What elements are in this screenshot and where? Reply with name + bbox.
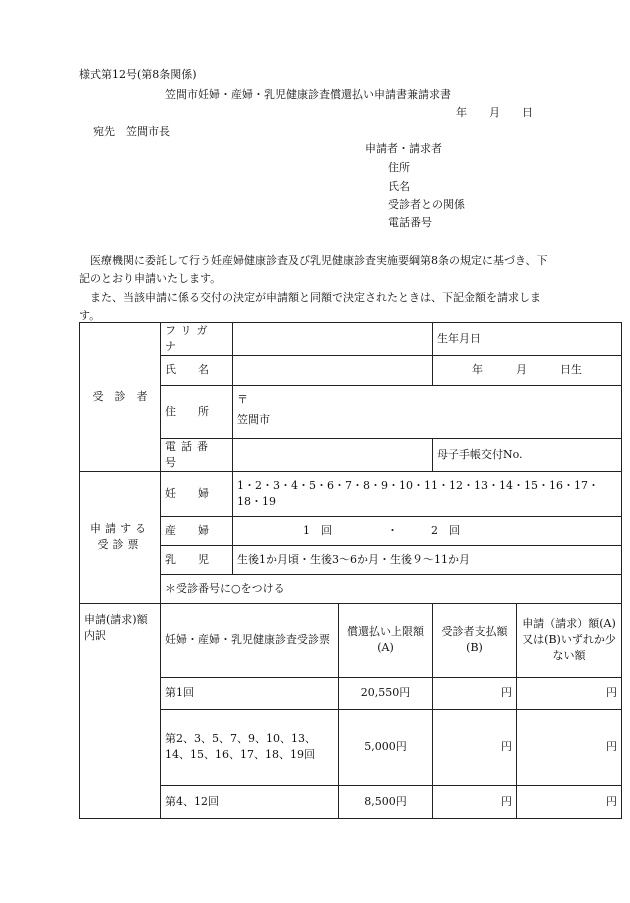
pregnant-label: 妊 婦 [161,471,233,516]
applicant-phone-label: 電話番号 [388,216,432,229]
addressee: 宛先 笠間市長 [93,125,170,138]
breakdown-row-limit: 8,500円 [339,785,433,818]
paragraph-request: 医療機関に委託して行う妊産婦健康診査及び乳児健康診査実施要綱第8条の規定に基づき、下記のとおり申請いたします。 [79,254,548,285]
breakdown-header-limit: 償還払い上限額(A) [339,603,433,677]
breakdown-section-label: 申請(請求)額内訳 [80,603,161,818]
applicant-name-label: 氏名 [388,180,410,193]
infant-label: 乳 児 [161,545,233,574]
postal-mark: 〒 [237,392,248,406]
tickets-note: ＊受診番号に○をつける [161,574,622,603]
phone-field[interactable] [233,438,433,471]
postpartum-label: 産 婦 [161,516,233,545]
page-title: 笠間市妊婦・産婦・乳児健康診査償還払い申請書兼請求書 [165,88,451,101]
breakdown-row-paid[interactable]: 円 [433,709,517,785]
breakdown-row-claim[interactable]: 円 [517,785,622,818]
phone-label-text: 電話番号 [165,439,213,469]
pregnant-tickets[interactable]: 1・2・3・4・5・6・7・8・9・10・11・12・13・14・15・16・17・18・19 [233,471,622,516]
birthdate-field[interactable]: 年 月 日生 [433,355,622,385]
phone-label [161,438,233,471]
breakdown-row-ticket: 第1回 [161,677,339,709]
tickets-section-label: 申請する受診票 [80,471,161,603]
breakdown-row-limit: 5,000円 [339,709,433,785]
handbook-number-label: 母子手帳交付No. [433,438,622,471]
breakdown-row-ticket: 第2、3、5、7、9、10、13、14、15、16、17、18、19回 [161,709,339,785]
applicant-heading: 申請者・請求者 [365,142,442,155]
breakdown-row-claim[interactable]: 円 [517,677,622,709]
breakdown-header-claim: 申請（請求）額(A)又は(B)いずれか少ない額 [517,603,622,677]
birthdate-label: 生年月日 [433,323,622,356]
address-value: 笠間市 [237,412,270,426]
breakdown-row-claim[interactable]: 円 [517,709,622,785]
form-number: 様式第12号(第8条関係) [79,68,197,81]
infant-tickets[interactable]: 生後1か月頃・生後3〜6か月・生後９〜11か月 [233,545,622,574]
applicant-relation-label: 受診者との関係 [388,198,465,211]
furigana-label-text: フリガナ [165,324,213,353]
breakdown-row-paid[interactable]: 円 [433,785,517,818]
examinee-section-label: 受 診 者 [80,323,161,472]
breakdown-row-paid[interactable]: 円 [433,677,517,709]
date-line: 年 月 日 [456,106,533,119]
address-label: 住 所 [161,385,233,438]
breakdown-header-paid: 受診者支払額(B) [433,603,517,677]
furigana-field[interactable] [233,323,433,356]
name-label: 氏 名 [161,355,233,385]
furigana-label [161,323,233,356]
breakdown-row-ticket: 第4、12回 [161,785,339,818]
breakdown-row-limit: 20,550円 [339,677,433,709]
address-field[interactable] [233,385,622,438]
applicant-address-label: 住所 [388,161,410,174]
postpartum-tickets[interactable]: 1 回 ・ 2 回 [233,516,622,545]
application-table [79,322,622,819]
paragraph-claim: また、当該申請に係る交付の決定が申請額と同額で決定されたときは、下記金額を請求します。 [79,291,541,322]
name-field[interactable] [233,355,433,385]
breakdown-header-ticket: 妊婦・産婦・乳児健康診査受診票 [161,603,339,677]
